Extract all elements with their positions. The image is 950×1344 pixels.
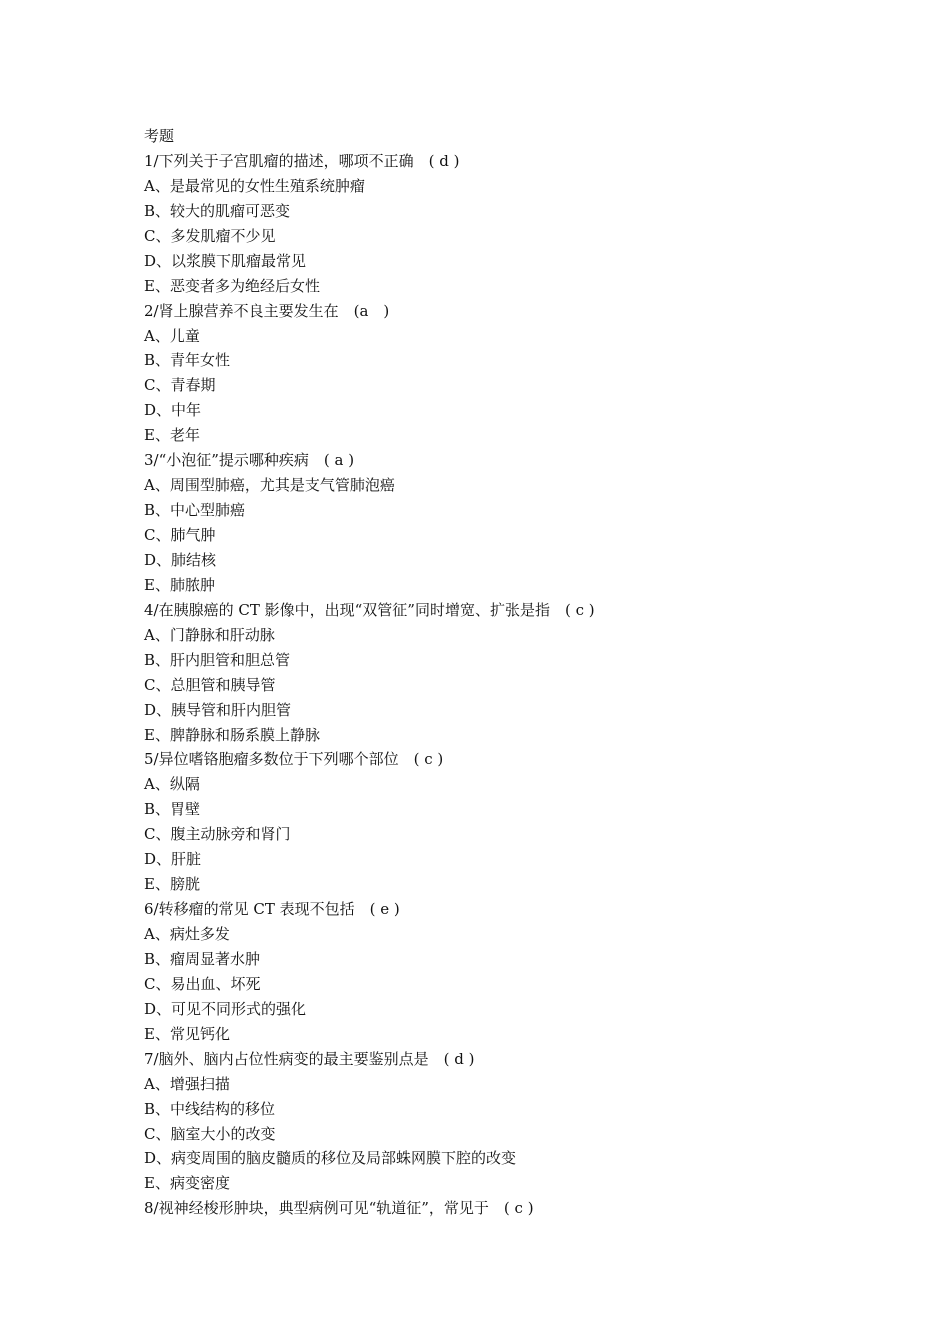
question-1 xyxy=(144,149,844,299)
option-a: A、病灶多发 xyxy=(144,925,230,943)
question-stem: 3/“小泡征”提示哪种疾病 ( a ) xyxy=(144,451,355,470)
option-c: C、脑室大小的改变 xyxy=(144,1124,276,1143)
question-stem: 8/视神经梭形肿块，典型病例可见“轨道征”，常见于 ( c ) xyxy=(144,1199,534,1218)
option-d: D、中年 xyxy=(144,401,202,420)
option-c: C、易出血、坏死 xyxy=(144,974,261,993)
option-d: D、肝脏 xyxy=(144,850,202,869)
question-4 xyxy=(144,598,844,748)
option-b: B、中心型肺癌 xyxy=(144,501,246,520)
option-d: D、可见不同形式的强化 xyxy=(144,999,307,1018)
option-b: B、中线结构的移位 xyxy=(144,1099,276,1118)
option-b: B、较大的肌瘤可恶变 xyxy=(144,201,291,220)
option-c: C、腹主动脉旁和肾门 xyxy=(144,825,291,844)
option-a: A、周围型肺癌，尤其是支气管肺泡癌 xyxy=(144,476,395,495)
document-title: 考题 xyxy=(144,127,175,145)
option-b: B、胃壁 xyxy=(144,800,201,819)
option-a: A、增强扫描 xyxy=(144,1074,230,1093)
question-stem: 4/在胰腺癌的 CT 影像中，出现“双管征”同时增宽、扩张是指 ( c ) xyxy=(144,600,595,619)
option-c: C、多发肌瘤不少见 xyxy=(144,226,276,245)
option-d: D、以浆膜下肌瘤最常见 xyxy=(144,251,307,270)
option-e: E、脾静脉和肠系膜上静脉 xyxy=(144,725,320,744)
option-b: B、肝内胆管和胆总管 xyxy=(144,650,291,669)
option-e: E、病变密度 xyxy=(144,1174,230,1193)
option-a: A、纵隔 xyxy=(144,775,200,794)
option-e: E、恶变者多为绝经后女性 xyxy=(144,276,320,295)
option-e: E、膀胱 xyxy=(144,875,200,894)
option-c: C、肺气肿 xyxy=(144,526,216,544)
question-2 xyxy=(144,299,844,449)
option-a: A、门静脉和肝动脉 xyxy=(144,625,275,644)
option-e: E、常见钙化 xyxy=(144,1024,230,1043)
option-b: B、瘤周显著水肿 xyxy=(144,949,261,968)
question-3 xyxy=(144,448,844,598)
question-5 xyxy=(144,747,844,897)
option-e: E、肺脓肿 xyxy=(144,575,215,594)
option-a: A、儿童 xyxy=(144,326,200,345)
option-d: D、肺结核 xyxy=(144,550,217,569)
option-a: A、是最常见的女性生殖系统肿瘤 xyxy=(144,176,365,195)
question-stem: 7/脑外、脑内占位性病变的最主要鉴别点是 ( d ) xyxy=(144,1049,475,1068)
question-8 xyxy=(144,1196,844,1221)
option-b: B、青年女性 xyxy=(144,351,231,370)
question-stem: 1/下列关于子宫肌瘤的描述，哪项不正确 ( d ) xyxy=(144,151,460,170)
question-7 xyxy=(144,1047,844,1197)
question-6 xyxy=(144,897,844,1047)
option-d: D、胰导管和肝内胆管 xyxy=(144,700,292,719)
option-e: E、老年 xyxy=(144,426,200,445)
option-c: C、青春期 xyxy=(144,376,216,395)
question-stem: 5/异位嗜铬胞瘤多数位于下列哪个部位 ( c ) xyxy=(144,750,444,769)
document-page xyxy=(144,124,844,1221)
question-stem: 6/转移瘤的常见 CT 表现不包括 ( e ) xyxy=(144,900,400,919)
question-stem: 2/肾上腺营养不良主要发生在 (a ) xyxy=(144,301,390,320)
option-c: C、总胆管和胰导管 xyxy=(144,675,276,694)
option-d: D、病变周围的脑皮髓质的移位及局部蛛网膜下腔的改变 xyxy=(144,1149,517,1168)
